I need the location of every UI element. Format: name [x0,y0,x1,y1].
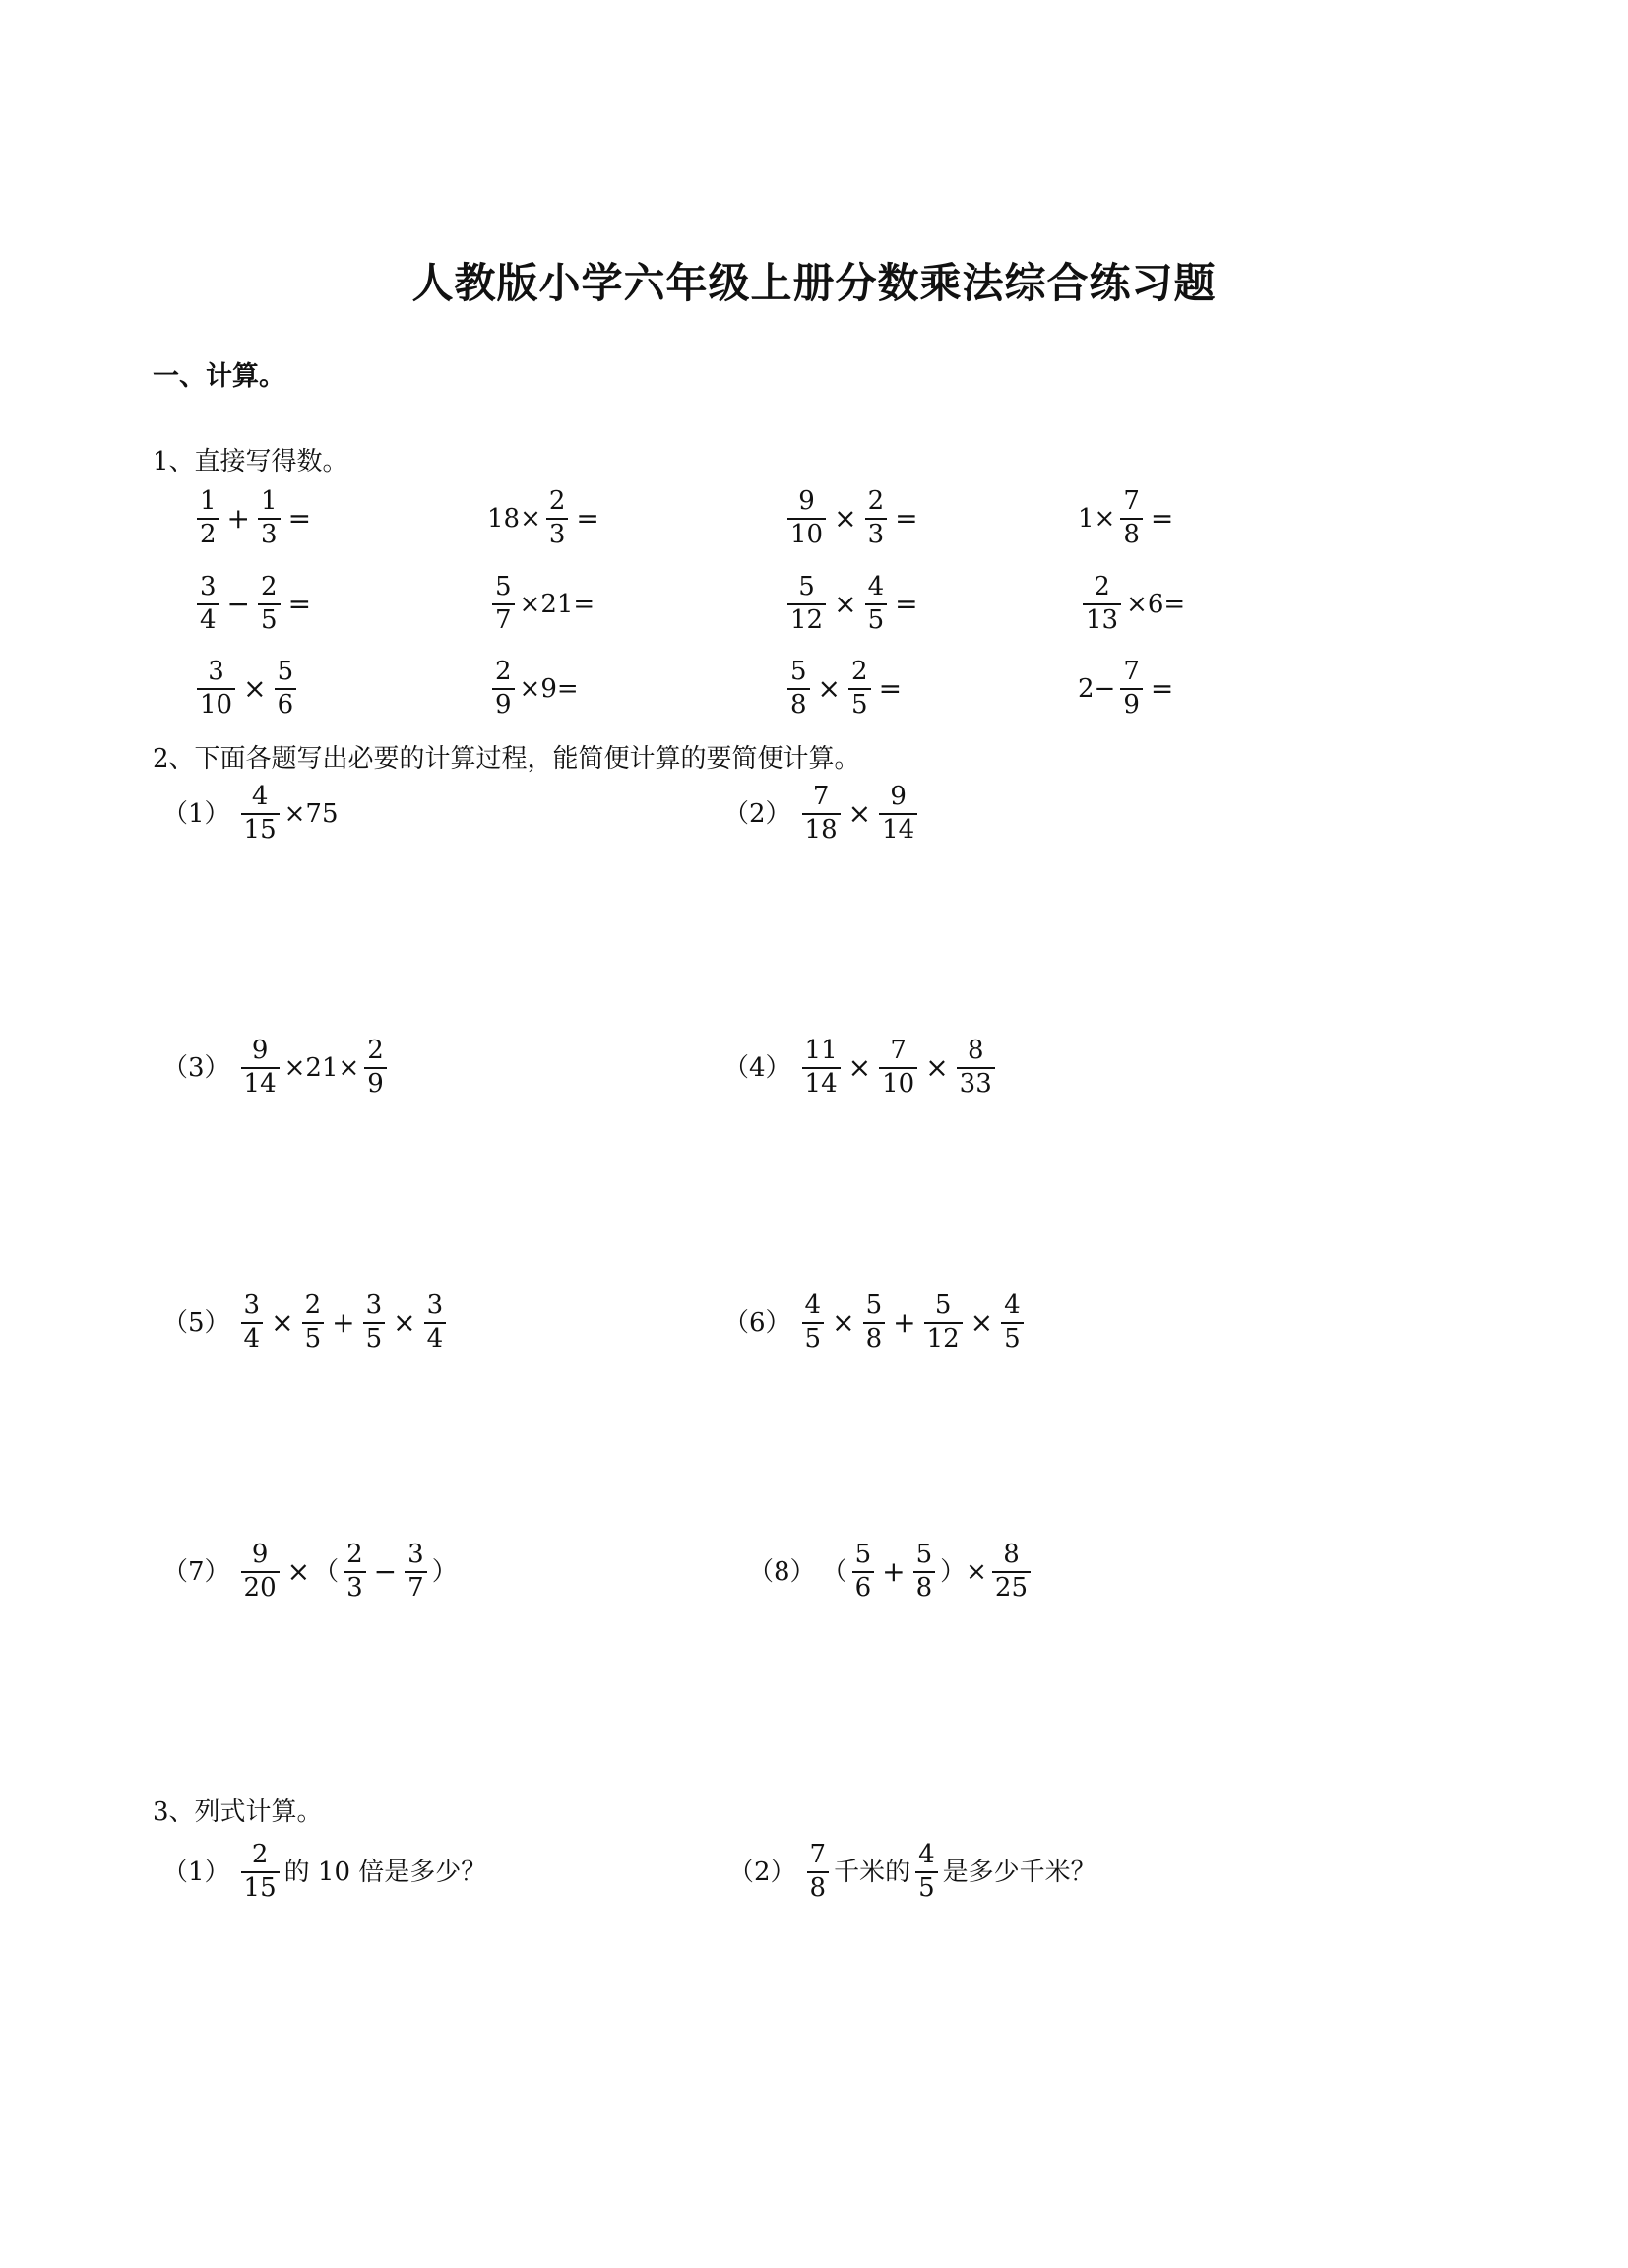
math-text: ×21× [283,1052,360,1083]
math-operator: × [832,1305,855,1339]
fraction-numerator: 5 [790,657,807,686]
fraction-numerator: 5 [934,1291,952,1320]
fraction-denominator: 4 [243,1323,261,1354]
math-operator: − [373,1554,398,1588]
math-operator: × [286,1554,311,1588]
math-expression [162,1037,392,1100]
fraction-numerator: 2 [548,486,566,516]
fraction-numerator: 11 [804,1036,838,1065]
math-expression [728,1841,1096,1904]
q2-problem-3 [162,1037,392,1100]
fraction [405,1541,427,1604]
section-heading-calculation: 一、计算。 [153,361,285,392]
fraction [787,658,810,721]
math-operator: + [226,501,251,535]
fraction-numerator: 3 [407,1540,424,1569]
fraction-numerator: 3 [243,1291,261,1320]
fraction-numerator: 7 [1123,657,1140,686]
fraction-numerator: 2 [495,657,512,686]
q1-problem [487,658,783,721]
fraction [924,1292,963,1354]
fraction-numerator: 2 [367,1036,384,1065]
fraction-denominator: 14 [804,1068,838,1099]
q1-problem [487,573,783,636]
math-operator: = [1150,501,1174,535]
q1-problem [1078,487,1373,550]
fraction-numerator: 4 [804,1291,822,1320]
math-operator: + [893,1305,916,1339]
fraction [913,1541,936,1604]
fraction-numerator: 3 [365,1291,383,1320]
fraction [1083,573,1121,636]
fraction-denominator: 10 [882,1068,915,1099]
math-expression [723,783,922,846]
math-expression [1078,658,1176,721]
math-text: （ [313,1556,340,1587]
fraction-denominator: 12 [790,604,824,635]
fraction-denominator: 4 [426,1323,444,1354]
q2-problem-4 [723,1037,1000,1100]
fraction-denominator: 5 [1004,1323,1021,1354]
q1-problem [783,573,1078,636]
fraction-denominator: 9 [495,689,512,720]
fraction-denominator: 10 [200,689,233,720]
math-expression [162,1292,451,1354]
fraction [1120,658,1143,721]
fraction-numerator: 7 [1123,486,1140,516]
fraction-numerator: 5 [495,572,512,601]
fraction [863,1292,886,1354]
q2-problem-5 [162,1292,451,1354]
fraction-numerator: 5 [277,657,294,686]
fraction [802,783,841,846]
math-expression [162,1841,486,1904]
math-operator: × [834,501,857,535]
fraction [241,1037,280,1100]
fraction-numerator: 9 [890,782,907,811]
q3-heading: 3、列式计算。 [153,1797,323,1827]
math-expression [162,1541,458,1604]
math-expression [1078,487,1176,550]
fraction [344,1541,366,1604]
fraction-denominator: 8 [790,689,807,720]
q1-problem [1078,658,1373,721]
fraction [865,573,888,636]
math-text: 2− [1078,673,1116,704]
fraction-denominator: 15 [243,1872,277,1903]
fraction-denominator: 20 [243,1572,277,1603]
fraction-denominator: 5 [365,1323,383,1354]
fraction [197,573,219,636]
q1-problem [192,658,487,721]
fraction [802,1037,841,1100]
q1-heading: 1、直接写得数。 [153,447,348,476]
fraction [879,1037,917,1100]
fraction-denominator: 7 [495,604,512,635]
math-expression [487,487,602,550]
math-expression [192,573,314,636]
problem-label: （7） [162,1556,230,1587]
fraction-numerator: 2 [304,1291,322,1320]
fraction [915,1841,938,1904]
q3-problem-2 [728,1841,1096,1904]
math-text: ）× [940,1556,987,1587]
q2-problem-8 [748,1541,1035,1604]
math-expression [487,658,579,721]
q1-problem [783,487,1078,550]
fraction-denominator: 9 [1123,689,1140,720]
q1-problem [783,658,1078,721]
fraction-denominator: 6 [277,689,294,720]
fraction [848,658,871,721]
fraction [802,1292,825,1354]
fraction [1120,487,1143,550]
fraction [546,487,569,550]
fraction [241,1541,280,1604]
fraction-numerator: 2 [346,1540,363,1569]
fraction-denominator: 5 [918,1872,935,1903]
math-operator: = [1150,671,1174,705]
fraction-denominator: 5 [304,1323,322,1354]
fraction [492,658,515,721]
page-title: 人教版小学六年级上册分数乘法综合练习题 [411,259,1217,307]
fraction-numerator: 7 [890,1036,907,1065]
fraction-denominator: 10 [790,519,824,549]
problem-label: （8） [748,1556,816,1587]
fraction-denominator: 5 [804,1323,822,1354]
fraction-numerator: 8 [967,1036,984,1065]
fraction-numerator: 4 [918,1840,935,1869]
fraction-numerator: 4 [251,782,269,811]
fraction-denominator: 6 [854,1572,872,1603]
math-expression [748,1541,1035,1604]
math-text: ×21= [519,589,595,619]
fraction [241,1841,280,1904]
math-operator: × [243,671,267,705]
q1-problem [192,573,487,636]
fraction [258,487,281,550]
math-operator: × [847,796,872,830]
fraction-denominator: 15 [243,814,277,845]
fraction-numerator: 3 [426,1291,444,1320]
problem-label: （1） [162,1857,230,1887]
fraction-numerator: 5 [865,1291,883,1320]
fraction-numerator: 9 [798,486,815,516]
fraction-denominator: 3 [346,1572,363,1603]
problem-label: （2） [728,1857,796,1887]
fraction-numerator: 2 [1094,572,1110,601]
fraction-numerator: 7 [812,782,830,811]
math-expression [192,487,314,550]
fraction [807,1841,830,1904]
fraction-numerator: 5 [854,1540,872,1569]
fraction [852,1541,875,1604]
math-operator: × [271,1305,294,1339]
fraction [302,1292,325,1354]
math-operator: = [878,671,903,705]
fraction [865,487,888,550]
fraction-denominator: 25 [994,1572,1029,1603]
fraction-denominator: 2 [200,519,217,549]
fraction-numerator: 4 [1004,1291,1021,1320]
math-operator: − [226,587,251,620]
math-operator: = [287,501,312,535]
fraction-numerator: 9 [251,1036,269,1065]
math-operator: × [925,1050,949,1084]
q1-problem [487,487,783,550]
fraction-denominator: 7 [407,1572,424,1603]
math-text: 1× [1078,503,1116,534]
q2-heading: 2、下面各题写出必要的计算过程，能简便计算的要简便计算。 [153,744,860,774]
math-expression [487,573,595,636]
fraction-denominator: 3 [261,519,278,549]
fraction [197,658,235,721]
fraction-numerator: 1 [200,486,217,516]
fraction-denominator: 9 [367,1068,384,1099]
fraction-denominator: 5 [851,689,868,720]
fraction-numerator: 2 [851,657,868,686]
fraction-denominator: 14 [243,1068,277,1099]
problem-label: （1） [162,798,230,829]
problem-label: （4） [723,1052,791,1083]
fraction-denominator: 12 [926,1323,960,1354]
problem-label: （6） [723,1307,791,1338]
fraction-denominator: 8 [865,1323,883,1354]
math-operator: × [393,1305,416,1339]
fraction-denominator: 8 [915,1572,933,1603]
fraction [275,658,297,721]
fraction-denominator: 4 [200,604,217,635]
math-text: ） [431,1556,458,1587]
q1-row [192,487,1373,550]
q1-row [192,658,1373,721]
fraction-denominator: 14 [882,814,915,845]
problem-label: （2） [723,798,791,829]
fraction-denominator: 33 [959,1068,992,1099]
math-expression [723,1037,1000,1100]
fraction [1001,1292,1024,1354]
math-operator: = [895,587,918,620]
fraction-denominator: 5 [867,604,885,635]
fraction [241,1292,264,1354]
fraction-denominator: 18 [804,814,838,845]
fraction-denominator: 3 [548,519,566,549]
fraction [364,1037,387,1100]
fraction-denominator: 13 [1086,604,1119,635]
fraction-numerator: 7 [809,1840,827,1869]
math-operator: × [847,1050,872,1084]
q1-problem [1078,573,1373,636]
math-text: ×9= [519,673,579,704]
q2-problem-1 [162,783,339,846]
fraction-numerator: 4 [867,572,885,601]
math-operator: + [882,1554,906,1588]
math-expression [723,1292,1029,1354]
fraction [241,783,280,846]
fraction-numerator: 3 [200,572,217,601]
fraction-denominator: 5 [261,604,278,635]
fraction-numerator: 2 [251,1840,269,1869]
fraction [492,573,515,636]
math-text: 的 10 倍是多少？ [283,1857,487,1887]
fraction [992,1541,1031,1604]
fraction-numerator: 3 [208,657,224,686]
math-text: 18× [487,503,541,534]
math-operator: × [970,1305,994,1339]
math-operator: = [287,587,312,620]
fraction-numerator: 9 [251,1540,269,1569]
fraction [424,1292,447,1354]
fraction-denominator: 3 [867,519,885,549]
math-operator: × [834,587,857,620]
math-expression [192,658,301,721]
math-text: 千米的 [834,1857,911,1887]
fraction [258,573,281,636]
fraction-numerator: 1 [261,486,278,516]
fraction-numerator: 8 [1003,1540,1020,1569]
math-expression [1078,573,1185,636]
fraction-denominator: 8 [1123,519,1140,549]
q2-problem-7 [162,1541,458,1604]
math-operator: = [576,501,599,535]
q2-problem-6 [723,1292,1029,1354]
fraction [957,1037,995,1100]
fraction-numerator: 2 [867,486,885,516]
math-expression [162,783,339,846]
math-expression [783,573,921,636]
math-expression [783,658,905,721]
fraction-numerator: 2 [261,572,278,601]
fraction-numerator: 5 [798,572,815,601]
math-text: （ [821,1556,847,1587]
math-text: 是多少千米？ [942,1857,1096,1887]
fraction [787,573,826,636]
q1-row [192,573,1373,636]
problem-label: （3） [162,1052,230,1083]
q1-problem [192,487,487,550]
math-expression [783,487,921,550]
fraction-denominator: 8 [809,1872,827,1903]
fraction [363,1292,386,1354]
math-operator: × [817,671,842,705]
math-text: ×75 [283,798,339,829]
fraction [879,783,917,846]
q2-problem-2 [723,783,922,846]
math-text: ×6= [1126,589,1186,619]
fraction [787,487,826,550]
math-operator: + [332,1305,355,1339]
q3-problem-1 [162,1841,486,1904]
problem-label: （5） [162,1307,230,1338]
fraction [197,487,219,550]
math-operator: = [895,501,918,535]
fraction-numerator: 5 [915,1540,933,1569]
